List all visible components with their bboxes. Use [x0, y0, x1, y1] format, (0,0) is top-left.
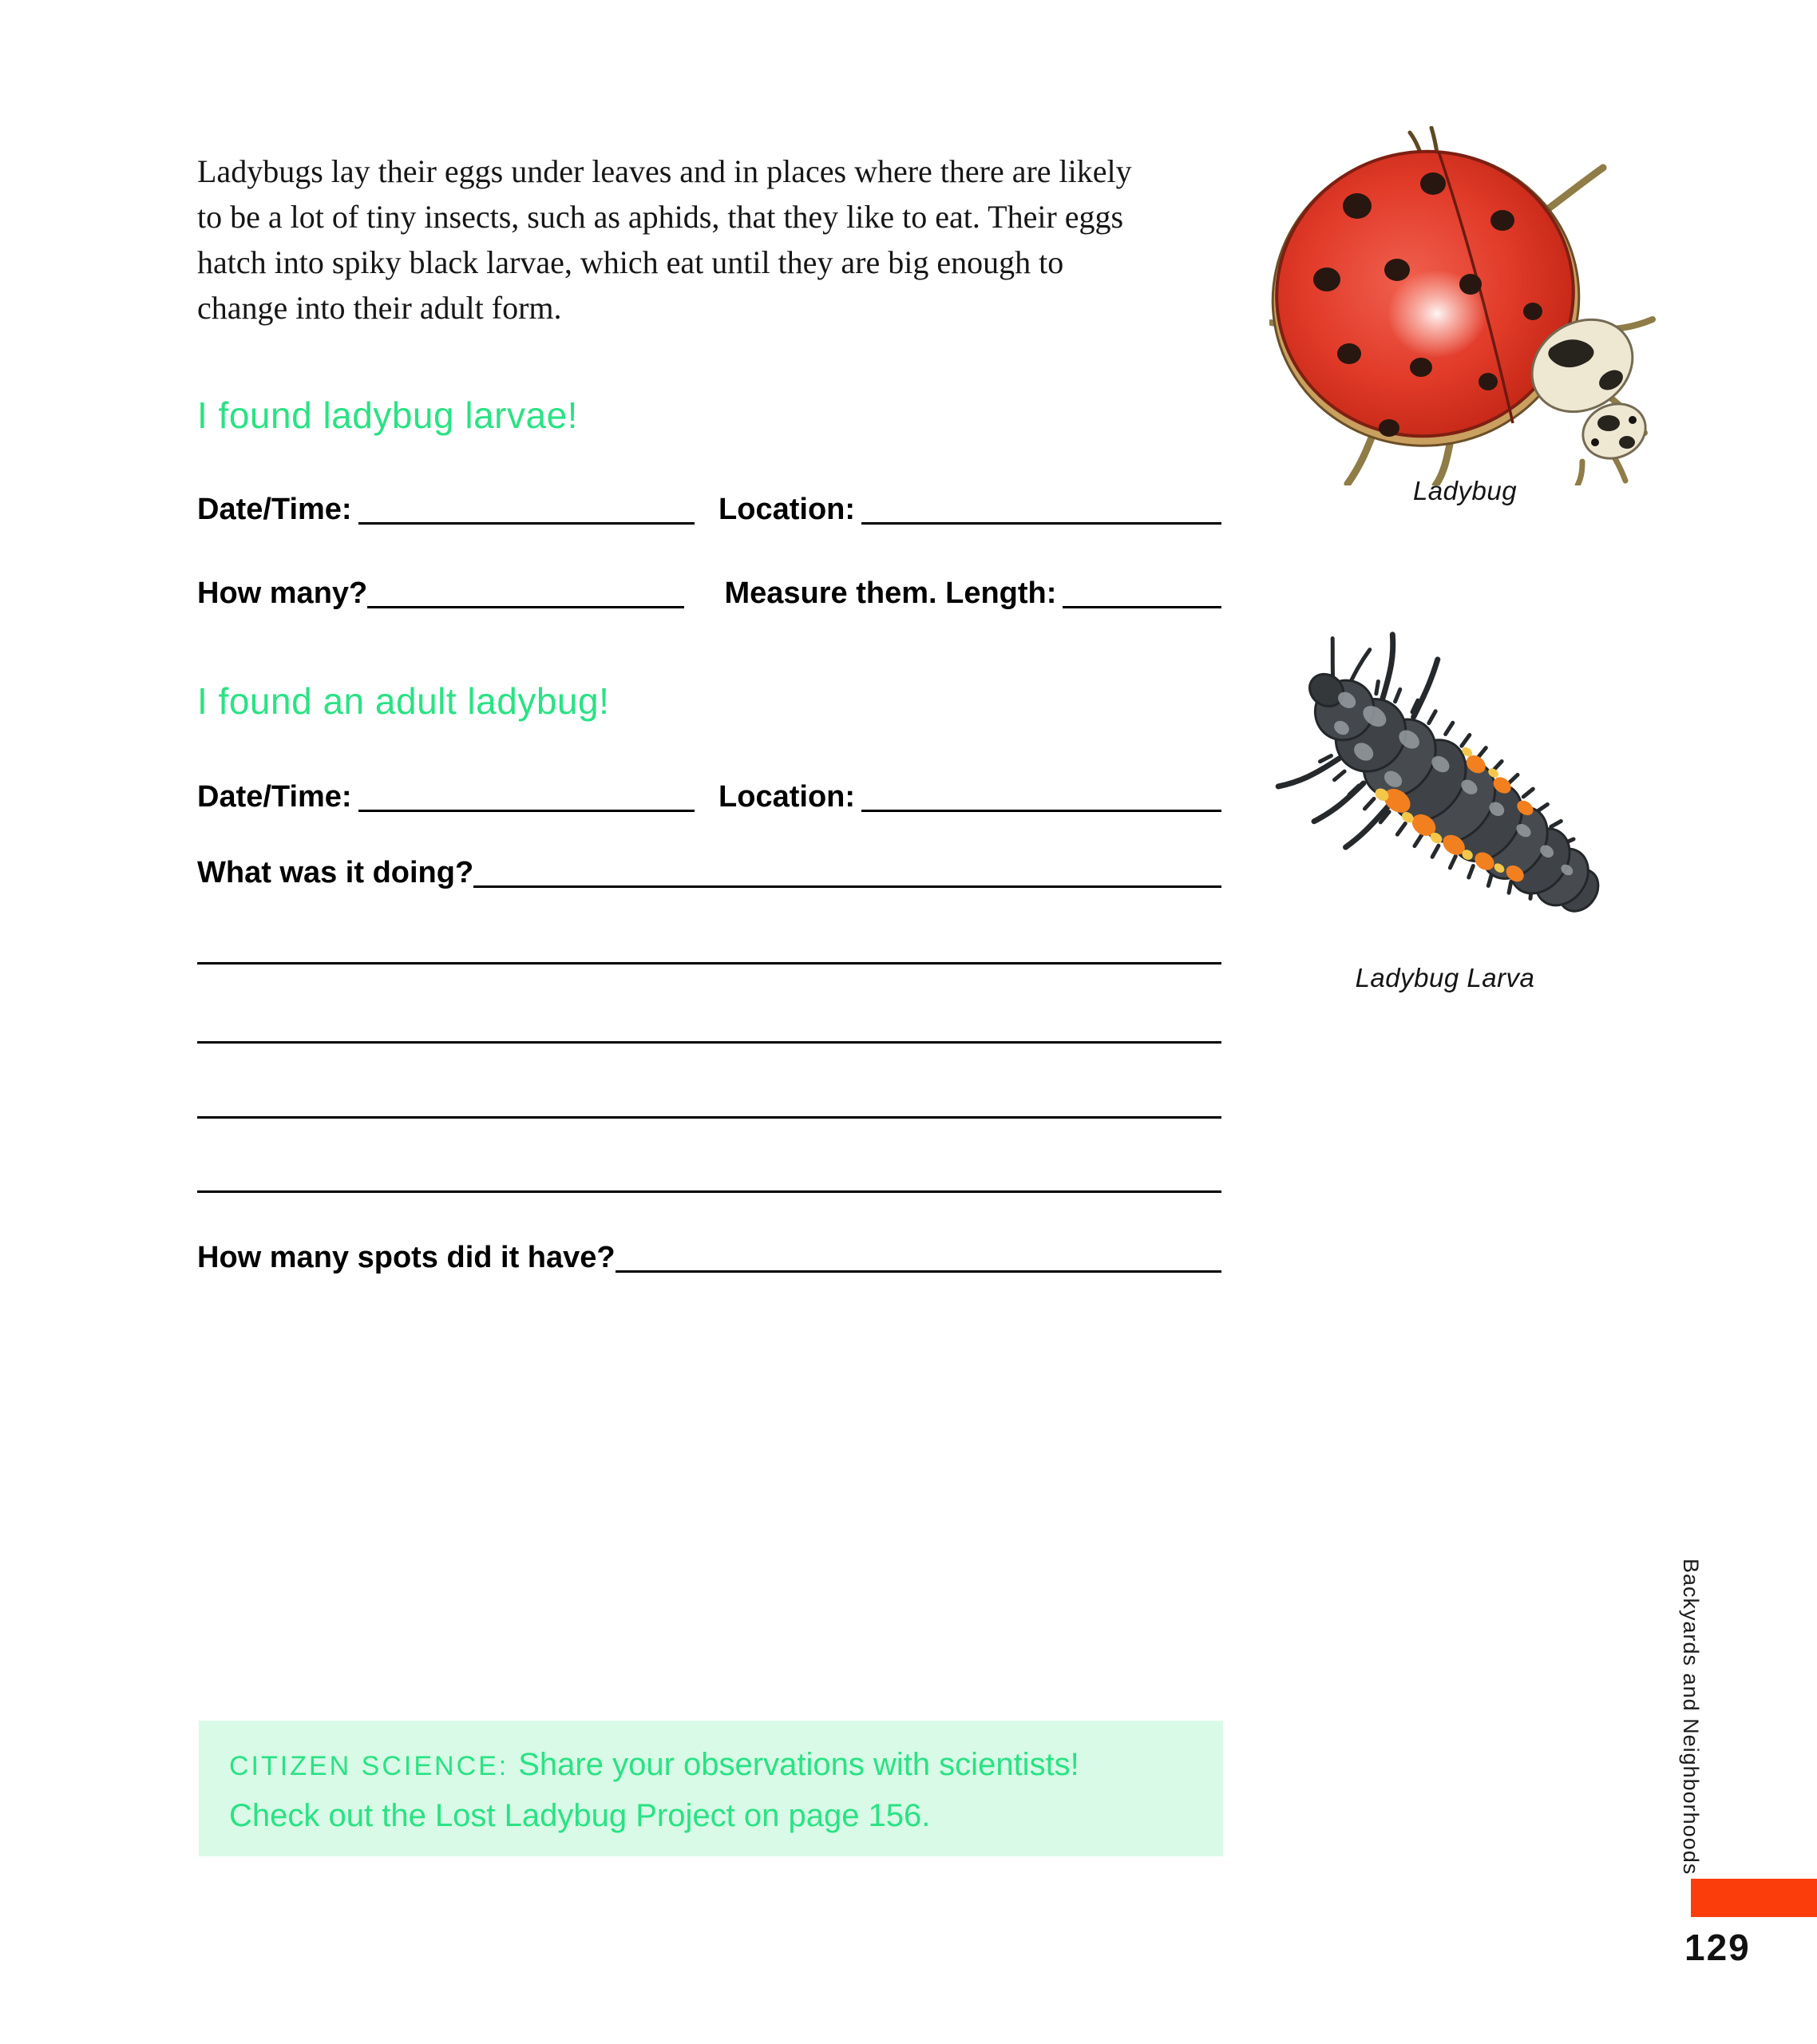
citizen-science-label: CITIZEN SCIENCE: — [229, 1751, 509, 1781]
length-input-line[interactable] — [1063, 606, 1221, 608]
writing-line[interactable] — [197, 962, 1221, 965]
location-label: Location: — [718, 780, 856, 814]
location-input-line[interactable] — [861, 522, 1221, 525]
what-doing-label: What was it doing? — [197, 856, 474, 889]
spots-label: How many spots did it have? — [197, 1241, 616, 1274]
what-doing-input-line[interactable] — [473, 885, 1221, 888]
ladybug-larva-illustration-icon — [1245, 616, 1645, 976]
adult-section-heading: I found an adult ladybug! — [197, 680, 610, 722]
measure-length-label: Measure them. Length: — [724, 576, 1057, 610]
writing-line[interactable] — [197, 1116, 1221, 1119]
intro-line: hatch into spiky black larvae, which eat until they are big enough to — [197, 244, 1064, 280]
date-time-input-line[interactable] — [358, 522, 695, 525]
how-many-label: How many? — [197, 576, 368, 610]
location-input-line[interactable] — [861, 810, 1221, 812]
intro-paragraph — [197, 149, 1132, 331]
location-label: Location: — [718, 493, 856, 526]
date-time-label: Date/Time: — [197, 493, 352, 526]
date-time-label: Date/Time: — [197, 780, 352, 814]
chapter-color-tab — [1691, 1879, 1817, 1917]
intro-line: to be a lot of tiny insects, such as aphids, that they like to eat. Their eggs — [197, 199, 1124, 235]
writing-line[interactable] — [197, 1190, 1221, 1193]
date-time-input-line[interactable] — [358, 810, 695, 812]
adult-date-location-row — [197, 780, 1221, 817]
chapter-edge-label: Backyards and Neighborhoods — [1679, 1559, 1703, 1876]
spots-input-line[interactable] — [616, 1270, 1221, 1273]
writing-line[interactable] — [197, 1041, 1221, 1044]
page-number: 129 — [1684, 1927, 1751, 1968]
larva-caption: Ladybug Larva — [1355, 963, 1535, 992]
adult-doing-row — [197, 856, 1221, 893]
larvae-date-location-row — [197, 493, 1221, 529]
adult-spots-row — [197, 1241, 1221, 1278]
callout-line-1 — [229, 1740, 1193, 1791]
citizen-science-callout — [199, 1721, 1223, 1856]
larvae-section-heading: I found ladybug larvae! — [197, 394, 578, 436]
intro-line: Ladybugs lay their eggs under leaves and in places where there are likely — [197, 153, 1132, 189]
ladybug-illustration-icon — [1269, 126, 1661, 485]
how-many-input-line[interactable] — [367, 606, 684, 608]
intro-line: change into their adult form. — [197, 290, 562, 326]
larvae-howmany-length-row — [197, 576, 1221, 613]
callout-text-1: Share your observations with scientists! — [518, 1747, 1079, 1782]
callout-text-2: Check out the Lost Ladybug Project on page 156. — [229, 1798, 931, 1833]
ladybug-caption: Ladybug — [1412, 476, 1518, 505]
